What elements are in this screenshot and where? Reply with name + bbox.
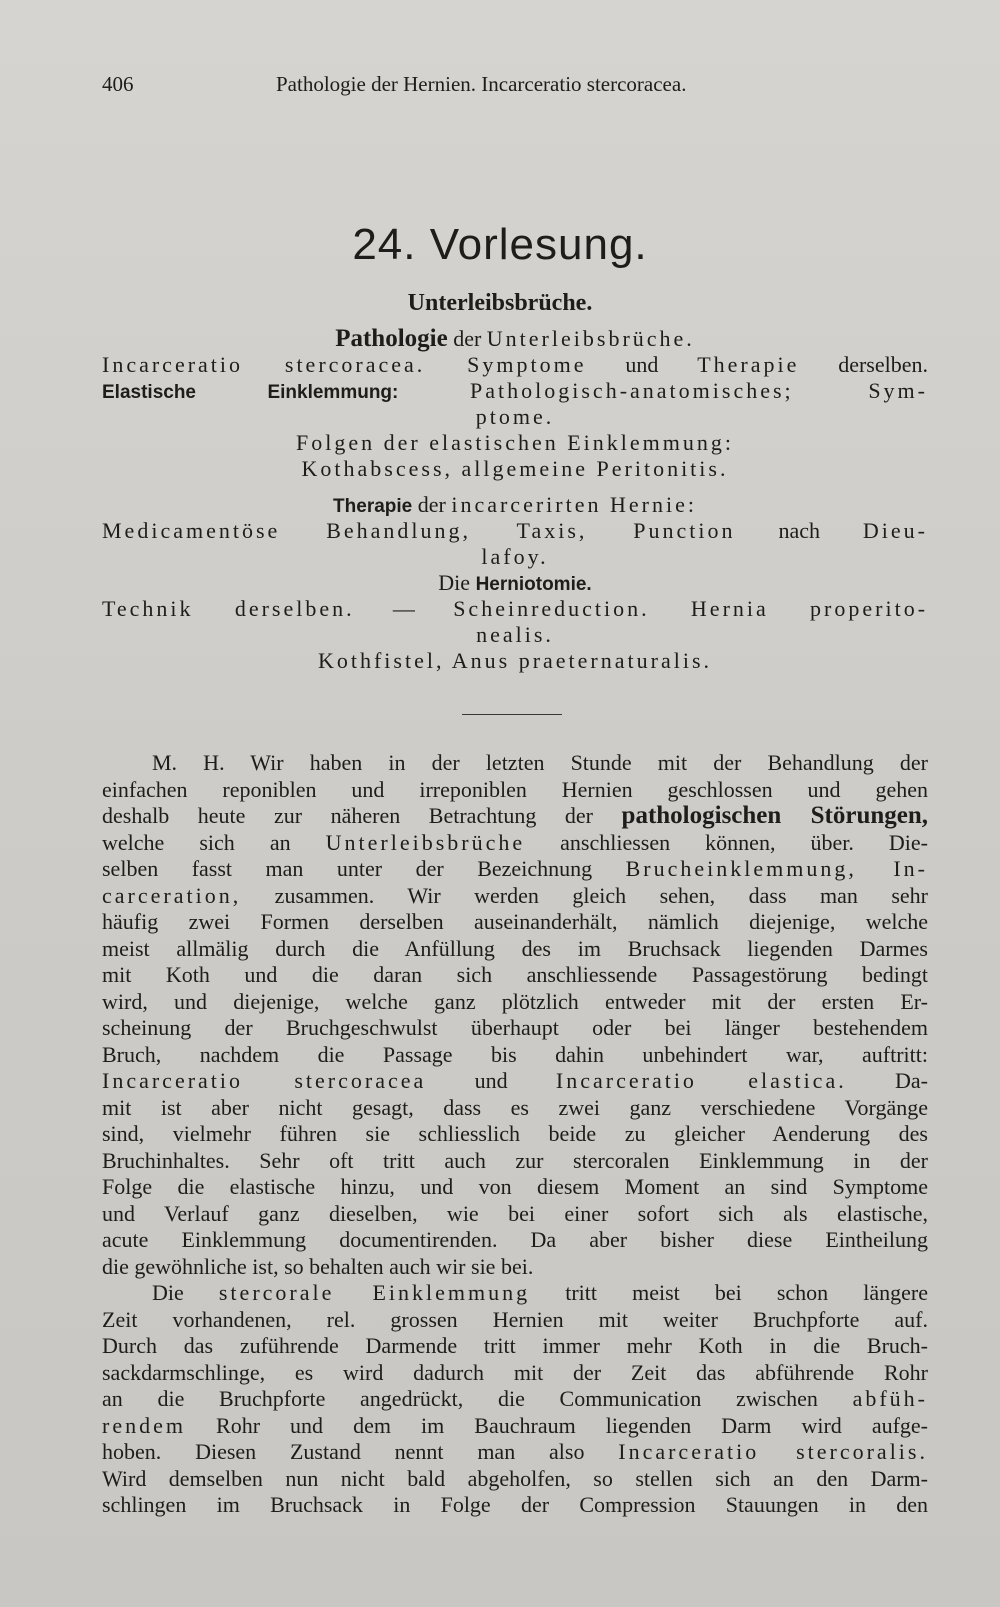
body-line: Zeit vorhandenen, rel. grossen Hernien mit weiter Bruchpforte auf.: [102, 1306, 928, 1332]
body-line: hoben. Diesen Zustand nennt man also Incarceratio stercoralis.: [102, 1439, 928, 1464]
summary-line: Die Herniotomie.: [438, 570, 592, 595]
summary-line: Incarceratio stercoracea. Symptome und Therapie derselben.: [102, 352, 929, 377]
body-line: Wird demselben nun nicht bald abgeholfen, so stellen sich an den Darm-: [102, 1465, 928, 1491]
body-line: acute Einklemmung documentirenden. Da aber bisher diese Eintheilung: [102, 1227, 928, 1252]
page-number: 406: [102, 72, 134, 96]
summary-line: Elastische Einklemmung: Pathologisch-anatomisches; Sym-: [102, 378, 928, 403]
body-line: die gewöhnliche ist, so behalten auch wir sie bei.: [102, 1253, 534, 1279]
running-header: [102, 72, 930, 102]
body-line: häufig zwei Formen derselben auseinanderhält, nämlich diejenige, welche: [102, 909, 928, 934]
body-line: einfachen reponiblen und irreponiblen Hernien geschlossen und gehen: [102, 776, 928, 802]
body-line: scheinung der Bruchgeschwulst überhaupt oder bei länger bestehendem: [102, 1015, 928, 1040]
body-line: rendem Rohr und dem im Bauchraum liegenden Darm wird aufge-: [102, 1412, 928, 1438]
summary-line: Folgen der elastischen Einklemmung:: [296, 430, 734, 455]
body-line: Folge die elastische hinzu, und von diesem Moment an sind Symptome: [102, 1174, 928, 1199]
summary-line: Therapie der incarcerirten Hernie:: [333, 492, 697, 517]
body-line: carceration, zusammen. Wir werden gleich sehen, dass man sehr: [102, 882, 928, 908]
body-line: Bruch, nachdem die Passage bis dahin unbehindert war, auftritt:: [102, 1041, 928, 1067]
body-line: deshalb heute zur näheren Betrachtung der pathologischen Störungen,: [102, 802, 928, 829]
summary-line: Kothabscess, allgemeine Peritonitis.: [301, 456, 729, 481]
body-line: selben fasst man unter der Bezeichnung Brucheinklemmung, In-: [102, 856, 928, 881]
body-line: mit Koth und die daran sich anschliessende Passagestörung bedingt: [102, 962, 928, 987]
lecture-title: 24. Vorlesung.: [352, 220, 648, 269]
body-line: sind, vielmehr führen sie schliesslich beide zu gleicher Aenderung des: [102, 1121, 928, 1146]
summary-line: Technik derselben. — Scheinreduction. Hernia properito-: [102, 596, 929, 621]
summary-line: Kothfistel, Anus praeternaturalis.: [317, 648, 713, 673]
body-line: welche sich an Unterleibsbrüche anschliessen können, über. Die-: [102, 829, 928, 855]
body-line: Incarceratio stercoracea und Incarceratio elastica. Da-: [102, 1068, 929, 1093]
body-line: schlingen im Bruchsack in Folge der Compression Stauungen in den: [102, 1492, 928, 1517]
body-line: Die stercorale Einklemmung tritt meist bei schon längere: [152, 1280, 929, 1305]
body-line: Durch das zuführende Darmende tritt immer mehr Koth in die Bruch-: [102, 1333, 928, 1358]
running-title: Pathologie der Hernien. Incarceratio stercoracea.: [276, 72, 687, 96]
body-line: und Verlauf ganz dieselben, wie bei einer sofort sich als elastische,: [102, 1200, 928, 1226]
body-line: an die Bruchpforte angedrückt, die Communication zwischen abfüh-: [102, 1386, 928, 1411]
subject-title: Unterleibsbrüche.: [407, 290, 593, 316]
summary-line: ptome.: [475, 404, 555, 429]
body-text: [102, 750, 928, 1519]
summary-line: nealis.: [476, 622, 554, 647]
body-line: mit ist aber nicht gesagt, dass es zwei ganz verschiedene Vorgänge: [102, 1094, 928, 1120]
summary-line: Pathologie der Unterleibsbrüche.: [335, 325, 695, 352]
section-divider: [462, 714, 562, 715]
body-line: wird, und diejenige, welche ganz plötzlich entweder mit der ersten Er-: [102, 988, 928, 1014]
body-line: sackdarmschlinge, es wird dadurch mit der Zeit das abführende Rohr: [102, 1359, 928, 1385]
summary-line: lafoy.: [481, 544, 549, 569]
summary-line: Medicamentöse Behandlung, Taxis, Punction nach Dieu-: [102, 518, 928, 543]
chapter-summary: [102, 326, 928, 674]
body-line: meist allmälig durch die Anfüllung des im Bruchsack liegenden Darmes: [102, 935, 928, 961]
body-line: Bruchinhaltes. Sehr oft tritt auch zur stercoralen Einklemmung in der: [102, 1147, 928, 1173]
body-line: M. H. Wir haben in der letzten Stunde mit der Behandlung der: [152, 750, 928, 775]
